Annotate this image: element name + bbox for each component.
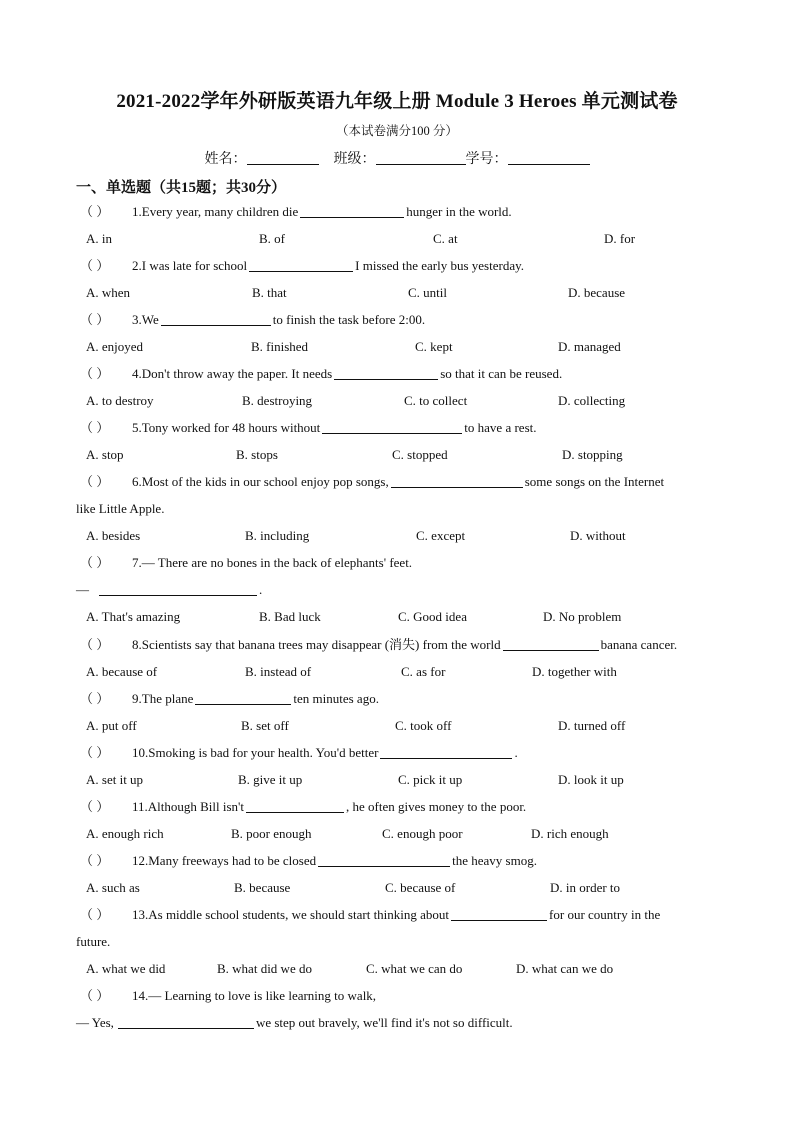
student-info-line xyxy=(0,148,794,168)
question-14-reply xyxy=(76,1015,513,1031)
question-text: the heavy smog. xyxy=(452,853,537,868)
question-text: ten minutes ago. xyxy=(293,691,379,706)
question-4 xyxy=(80,366,562,382)
option-c[interactable]: C. what we can do xyxy=(366,961,463,976)
question-2 xyxy=(80,258,524,274)
question-text: 5.Tony worked for 48 hours without xyxy=(132,420,321,435)
question-text: 3.We xyxy=(132,312,159,327)
option-d[interactable]: D. managed xyxy=(558,339,621,354)
name-label: 姓名： xyxy=(204,152,247,167)
id-label: 学号： xyxy=(465,152,508,167)
question-10 xyxy=(80,745,518,761)
option-c[interactable]: C. stopped xyxy=(392,447,448,462)
option-b[interactable]: B. that xyxy=(252,285,287,300)
answer-blank xyxy=(99,582,257,596)
option-b[interactable]: B. poor enough xyxy=(231,826,312,841)
option-a[interactable]: A. when xyxy=(86,285,131,300)
question-text: 9.The plane xyxy=(132,691,194,706)
question-text: hunger in the world. xyxy=(406,204,512,219)
option-d[interactable]: D. No problem xyxy=(543,609,622,624)
page-title: 2021-2022学年外研版英语九年级上册 Module 3 Heroes 单元测试卷 xyxy=(116,91,678,112)
answer-bracket[interactable]: （ ） xyxy=(80,988,110,1003)
option-a[interactable]: A. to destroy xyxy=(86,393,154,408)
option-c[interactable]: C. pick it up xyxy=(398,772,463,787)
option-c[interactable]: C. enough poor xyxy=(382,826,463,841)
question-text: to have a rest. xyxy=(464,420,537,435)
option-d[interactable]: D. look it up xyxy=(558,772,624,787)
option-b[interactable]: B. what did we do xyxy=(217,961,312,976)
question-text: 14.— Learning to love is like learning to walk, xyxy=(132,988,377,1003)
option-d[interactable]: D. collecting xyxy=(558,393,626,408)
option-b[interactable]: B. set off xyxy=(241,718,289,733)
reply-prefix: — Yes, xyxy=(76,1015,114,1030)
answer-bracket[interactable]: （ ） xyxy=(80,907,110,922)
question-text: so that it can be reused. xyxy=(440,366,563,381)
option-c[interactable]: C. Good idea xyxy=(398,609,467,624)
answer-blank xyxy=(195,691,291,705)
question-13-continued: future. xyxy=(76,934,111,949)
option-b[interactable]: B. destroying xyxy=(242,393,313,408)
question-text: for our country in the xyxy=(549,907,661,922)
question-text: , he often gives money to the poor. xyxy=(346,799,527,814)
option-d[interactable]: D. turned off xyxy=(558,718,626,733)
option-a[interactable]: A. That's amazing xyxy=(86,609,181,624)
question-text: 11.Although Bill isn't xyxy=(132,799,245,814)
option-c[interactable]: C. took off xyxy=(395,718,452,733)
option-c[interactable]: C. at xyxy=(433,231,458,246)
page-subtitle: （本试卷满分100 分） xyxy=(336,124,458,138)
question-text: some songs on the Internet xyxy=(524,474,665,489)
option-b[interactable]: B. instead of xyxy=(245,664,312,679)
option-d[interactable]: D. together with xyxy=(532,664,617,679)
option-d[interactable]: D. rich enough xyxy=(531,826,609,841)
question-12 xyxy=(80,853,537,869)
answer-bracket[interactable]: （ ） xyxy=(80,258,110,273)
answer-blank xyxy=(300,204,404,218)
question-13 xyxy=(80,907,660,923)
option-b[interactable]: B. of xyxy=(259,231,285,246)
answer-bracket[interactable]: （ ） xyxy=(80,420,110,435)
question-text: 2.I was late for school xyxy=(132,258,248,273)
option-a[interactable]: A. besides xyxy=(86,528,141,543)
option-a[interactable]: A. set it up xyxy=(86,772,144,787)
option-a[interactable]: A. such as xyxy=(86,880,140,895)
question-text: 12.Many freeways had to be closed xyxy=(132,853,317,868)
answer-blank xyxy=(318,853,450,867)
option-a[interactable]: A. in xyxy=(86,231,112,246)
option-d[interactable]: D. for xyxy=(604,231,636,246)
dash: — xyxy=(76,582,89,597)
option-a[interactable]: A. because of xyxy=(86,664,158,679)
answer-bracket[interactable]: （ ） xyxy=(80,555,110,570)
answer-blank xyxy=(334,366,438,380)
question-text: 6.Most of the kids in our school enjoy pop songs, xyxy=(132,474,389,489)
option-d[interactable]: D. stopping xyxy=(562,447,623,462)
answer-blank xyxy=(118,1015,254,1029)
class-field[interactable] xyxy=(376,150,466,165)
period: . xyxy=(259,582,263,597)
question-11 xyxy=(80,799,526,815)
question-1 xyxy=(80,204,512,220)
answer-blank xyxy=(246,799,344,813)
student-id-field[interactable] xyxy=(508,150,590,165)
option-d[interactable]: D. what can we do xyxy=(516,961,614,976)
option-d[interactable]: D. without xyxy=(570,528,626,543)
answer-blank xyxy=(503,637,599,651)
question-text: banana cancer. xyxy=(600,637,678,652)
option-b[interactable]: B. because xyxy=(234,880,291,895)
question-text: 7.— There are no bones in the back of elephants' feet. xyxy=(132,555,413,570)
option-d[interactable]: D. because xyxy=(568,285,626,300)
option-a[interactable]: A. put off xyxy=(86,718,137,733)
question-3 xyxy=(80,312,425,328)
question-text: 13.As middle school students, we should start thinking about xyxy=(132,907,450,922)
option-a[interactable]: A. enjoyed xyxy=(86,339,144,354)
question-text: 8.Scientists say that banana trees may disappear (消失) from the world xyxy=(132,637,501,652)
question-text: . xyxy=(514,745,518,760)
name-field[interactable] xyxy=(247,150,319,165)
option-b[interactable]: B. stops xyxy=(236,447,278,462)
option-c[interactable]: C. kept xyxy=(415,339,453,354)
question-7-reply xyxy=(76,582,262,598)
answer-blank xyxy=(249,258,353,272)
question-7 xyxy=(80,555,412,571)
option-b[interactable]: B. including xyxy=(245,528,310,543)
option-b[interactable]: B. Bad luck xyxy=(259,609,321,624)
answer-bracket[interactable]: （ ） xyxy=(80,637,110,652)
answer-blank xyxy=(322,420,462,434)
option-a[interactable]: A. what we did xyxy=(86,961,166,976)
option-c[interactable]: C. to collect xyxy=(404,393,468,408)
answer-blank xyxy=(391,474,523,488)
question-text: 10.Smoking is bad for your health. You'd better xyxy=(132,745,379,760)
answer-blank xyxy=(451,907,547,921)
answer-bracket[interactable]: （ ） xyxy=(80,799,110,814)
question-text: 1.Every year, many children die xyxy=(132,204,299,219)
reply-suffix: we step out bravely, we'll find it's not so difficult. xyxy=(255,1015,513,1030)
question-6 xyxy=(80,474,664,490)
answer-blank xyxy=(380,745,512,759)
option-c[interactable]: C. until xyxy=(408,285,448,300)
option-c[interactable]: C. except xyxy=(416,528,466,543)
answer-bracket[interactable]: （ ） xyxy=(80,312,110,327)
question-text: I missed the early bus yesterday. xyxy=(355,258,525,273)
answer-bracket[interactable]: （ ） xyxy=(80,745,110,760)
question-6-continued: like Little Apple. xyxy=(76,501,165,516)
answer-bracket[interactable]: （ ） xyxy=(80,474,110,489)
option-d[interactable]: D. in order to xyxy=(550,880,621,895)
question-text: to finish the task before 2:00. xyxy=(272,312,426,327)
option-a[interactable]: A. stop xyxy=(86,447,124,462)
question-5 xyxy=(80,420,537,436)
question-14 xyxy=(80,988,376,1004)
option-c[interactable]: C. as for xyxy=(401,664,446,679)
section-heading: 一、单选题（共15题；共30分） xyxy=(76,180,287,196)
answer-bracket[interactable]: （ ） xyxy=(80,853,110,868)
question-9 xyxy=(80,691,379,707)
question-text: 4.Don't throw away the paper. It needs xyxy=(132,366,333,381)
answer-bracket[interactable]: （ ） xyxy=(80,691,110,706)
answer-blank xyxy=(161,312,271,326)
class-label: 班级： xyxy=(333,152,376,167)
option-c[interactable]: C. because of xyxy=(385,880,456,895)
answer-bracket[interactable]: （ ） xyxy=(80,366,110,381)
option-b[interactable]: B. give it up xyxy=(238,772,303,787)
answer-bracket[interactable]: （ ） xyxy=(80,204,110,219)
option-b[interactable]: B. finished xyxy=(251,339,309,354)
option-a[interactable]: A. enough rich xyxy=(86,826,164,841)
question-8 xyxy=(80,637,677,653)
